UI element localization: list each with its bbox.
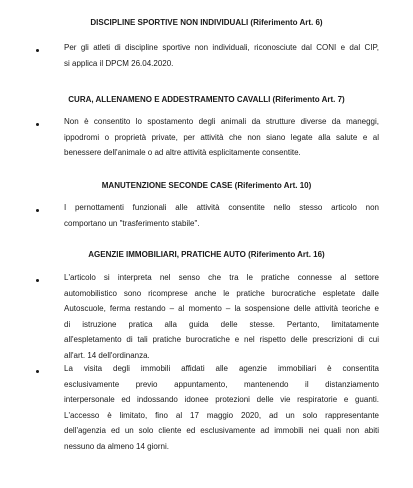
- bullet-dot: [36, 209, 39, 212]
- section-heading-sport: DISCIPLINE SPORTIVE NON INDIVIDUALI (Riferimento Art. 6): [90, 18, 323, 27]
- bullet-text-driving-schools: L'articolo si interpreta nel senso che tra le pratiche connesse al settore automobilistico sono ricomprese anche le pratiche burocratiche espletate dalle Autoscuole, ferma restando – al momento – la sospensione delle attività teoriche e di istruzione pratica alla guida delle stesse. Pertanto, limitatamente all'espletamento di tali pratiche burocratiche e nel rispetto delle prescrizioni di cui all'art. 14 dell'ordinanza.: [64, 273, 379, 360]
- section-heading-agencies: AGENZIE IMMOBILIARI, PRATICHE AUTO (Riferimento Art. 16): [88, 250, 325, 259]
- bullet-dot: [36, 123, 39, 126]
- bullet-dot: [36, 49, 39, 52]
- bullet-text-homes: I pernottamenti funzionali alle attività consentite nello stesso articolo non comportano un "trasferimento stabile".: [64, 203, 379, 228]
- bullet-dot: [36, 370, 39, 373]
- bullet-text-horses: Non è consentito lo spostamento degli animali da strutture diverse da maneggi, ippodromi o proprietà private, per attività che non siano legate alla salute e al benessere dell'animale o ad altre attività esplicitamente consentite.: [64, 117, 379, 157]
- bullet-text-real-estate: La visita degli immobili affidati alle agenzie immobiliari è consentita esclusivamente previo appuntamento, mantenendo il distanziamento interpersonale ed indossando idonee protezioni delle vie respiratorie e guanti. L'accesso è limitato, fino al 17 maggio 2020, ad un solo rappresentante dell'agenzia ed un solo cliente ed esclusivamente ad immobili nei quali non abiti nessuno da almeno 14 giorni.: [64, 364, 379, 451]
- bullet-dot: [36, 279, 39, 282]
- section-heading-homes: MANUTENZIONE SECONDE CASE (Riferimento Art. 10): [101, 181, 312, 190]
- section-heading-horses: CURA, ALLENAMENO E ADDESTRAMENTO CAVALLI (Riferimento Art. 7): [68, 95, 345, 104]
- bullet-text-sport: Per gli atleti di discipline sportive non individuali, riconosciute dal CONI e dal CIP, si applica il DPCM 26.04.2020.: [64, 43, 379, 68]
